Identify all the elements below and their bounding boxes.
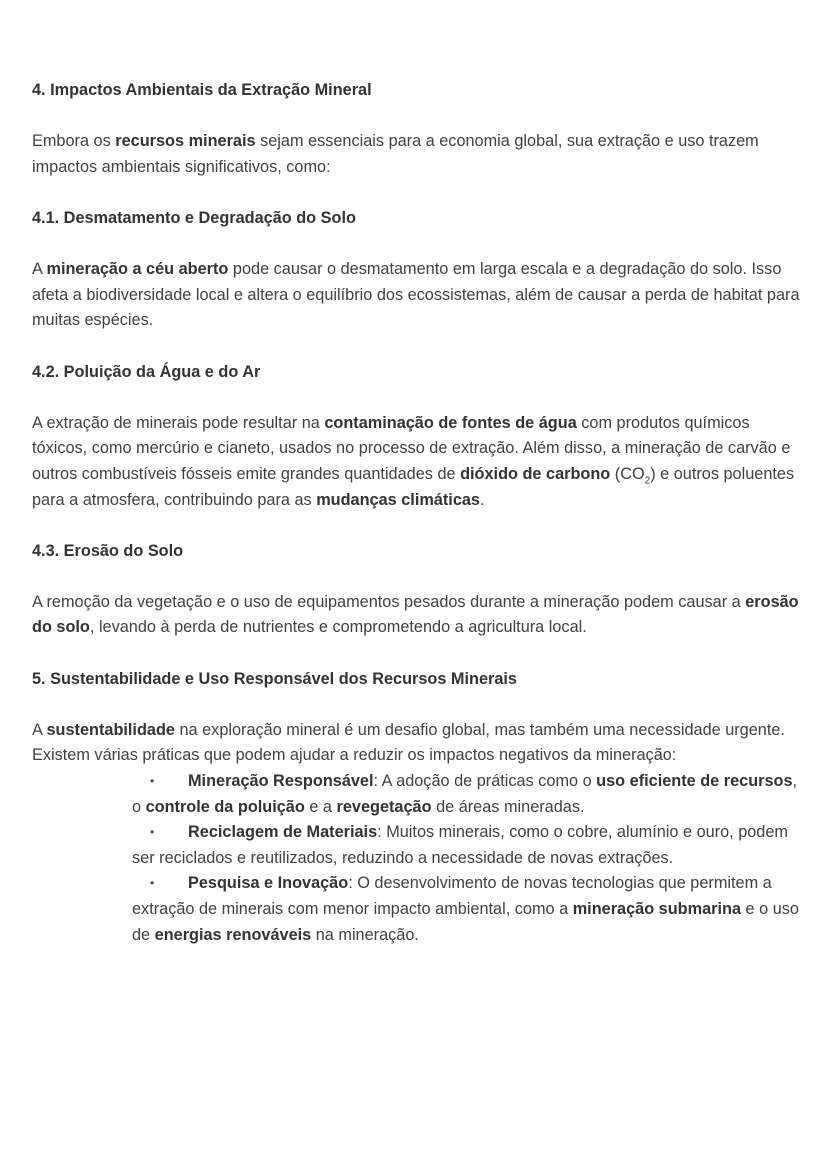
- bold-text: erosão do solo: [32, 592, 799, 637]
- section-4-heading: 4. Impactos Ambientais da Extração Mineral: [32, 81, 372, 99]
- text: Embora os: [32, 132, 116, 151]
- text: , levando à perda de nutrientes e comprometendo a agricultura local.: [89, 618, 587, 637]
- text: com produtos químicos tóxicos, como mercúrio e cianeto, usados no processo de extração. Além disso, a mineração de carvão e outros combustíveis fósseis emite grandes quantidades de: [32, 413, 791, 483]
- list-item-reciclagem: [132, 820, 802, 871]
- section-4-1-body: [32, 257, 802, 334]
- bullet-icon: •: [150, 825, 155, 840]
- bold-text: dióxido de carbono: [460, 464, 611, 483]
- section-5-heading: 5. Sustentabilidade e Uso Responsável dos Recursos Minerais: [32, 669, 517, 688]
- bold-text: recursos minerais: [115, 132, 256, 151]
- text: , o: [132, 772, 798, 816]
- text: e o uso de: [132, 900, 799, 944]
- list-item-pesquisa-inovacao: [132, 871, 802, 948]
- text: de áreas mineradas.: [431, 797, 585, 816]
- bold-text: contaminação de fontes de água: [324, 413, 577, 432]
- section-5-body: [32, 718, 802, 769]
- bullet-icon: •: [150, 876, 155, 891]
- section-4-3-heading: 4.3. Erosão do Solo: [32, 541, 184, 560]
- bold-text: sustentabilidade: [46, 720, 175, 739]
- section-4-3-body: [32, 590, 802, 641]
- subscript: 2: [644, 475, 651, 487]
- text: sejam essenciais para a economia global, sua extração e uso trazem impactos ambientais significativos, como:: [32, 132, 759, 176]
- bold-text: mudanças climáticas: [316, 490, 480, 509]
- list-item-text: [132, 769, 802, 820]
- text: : A adoção de práticas como o: [373, 772, 597, 791]
- bold-text: revegetação: [336, 797, 432, 816]
- bold-text: controle da poluição: [145, 797, 305, 816]
- section-4-2-body: [32, 411, 802, 513]
- bold-text: Mineração Responsável: [188, 772, 374, 791]
- section-4-2-heading: 4.2. Poluição da Água e do Ar: [32, 362, 261, 381]
- list-item-text: [132, 871, 802, 948]
- text: A remoção da vegetação e o uso de equipamentos pesados durante a mineração podem causar a: [32, 592, 746, 611]
- bullet-icon: •: [150, 774, 155, 789]
- text: e a: [304, 797, 337, 816]
- text: A: [32, 260, 47, 279]
- text: ) e outros poluentes para a atmosfera, contribuindo para as: [32, 464, 795, 509]
- text: .: [480, 490, 485, 509]
- text: pode causar o desmatamento em larga escala e a degradação do solo. Isso afeta a biodiversidade local e altera o equilíbrio dos ecossistemas, além de causar a perda de habitat para muitas espécies.: [32, 260, 800, 330]
- document-page: [32, 78, 802, 948]
- text: na mineração.: [311, 925, 419, 944]
- bold-text: energias renováveis: [154, 925, 312, 944]
- list-item-mineracao-responsavel: [132, 769, 802, 820]
- text: A: [32, 720, 47, 739]
- text: : O desenvolvimento de novas tecnologias que permitem a extração de minerais com menor impacto ambiental, como a: [132, 874, 772, 918]
- bold-text: mineração submarina: [572, 900, 742, 918]
- text: na exploração mineral é um desafio global, mas também uma necessidade urgente. Existem várias práticas que podem ajudar a reduzir os impactos negativos da mineração:: [32, 720, 785, 765]
- bold-text: uso eficiente de recursos: [596, 772, 793, 791]
- text: A extração de minerais pode resultar na: [32, 413, 325, 432]
- text: : Muitos minerais, como o cobre, alumínio e ouro, podem ser reciclados e reutilizados, reduzindo a necessidade de novas extrações.: [132, 823, 788, 867]
- list-item-text: [132, 820, 802, 871]
- section-4-intro: [32, 129, 802, 180]
- section-4-1-heading: 4.1. Desmatamento e Degradação do Solo: [32, 208, 356, 227]
- bold-text: Pesquisa e Inovação: [188, 874, 349, 893]
- text: (CO: [610, 464, 645, 483]
- bold-text: Reciclagem de Materiais: [188, 823, 378, 842]
- bold-text: mineração a céu aberto: [46, 260, 229, 279]
